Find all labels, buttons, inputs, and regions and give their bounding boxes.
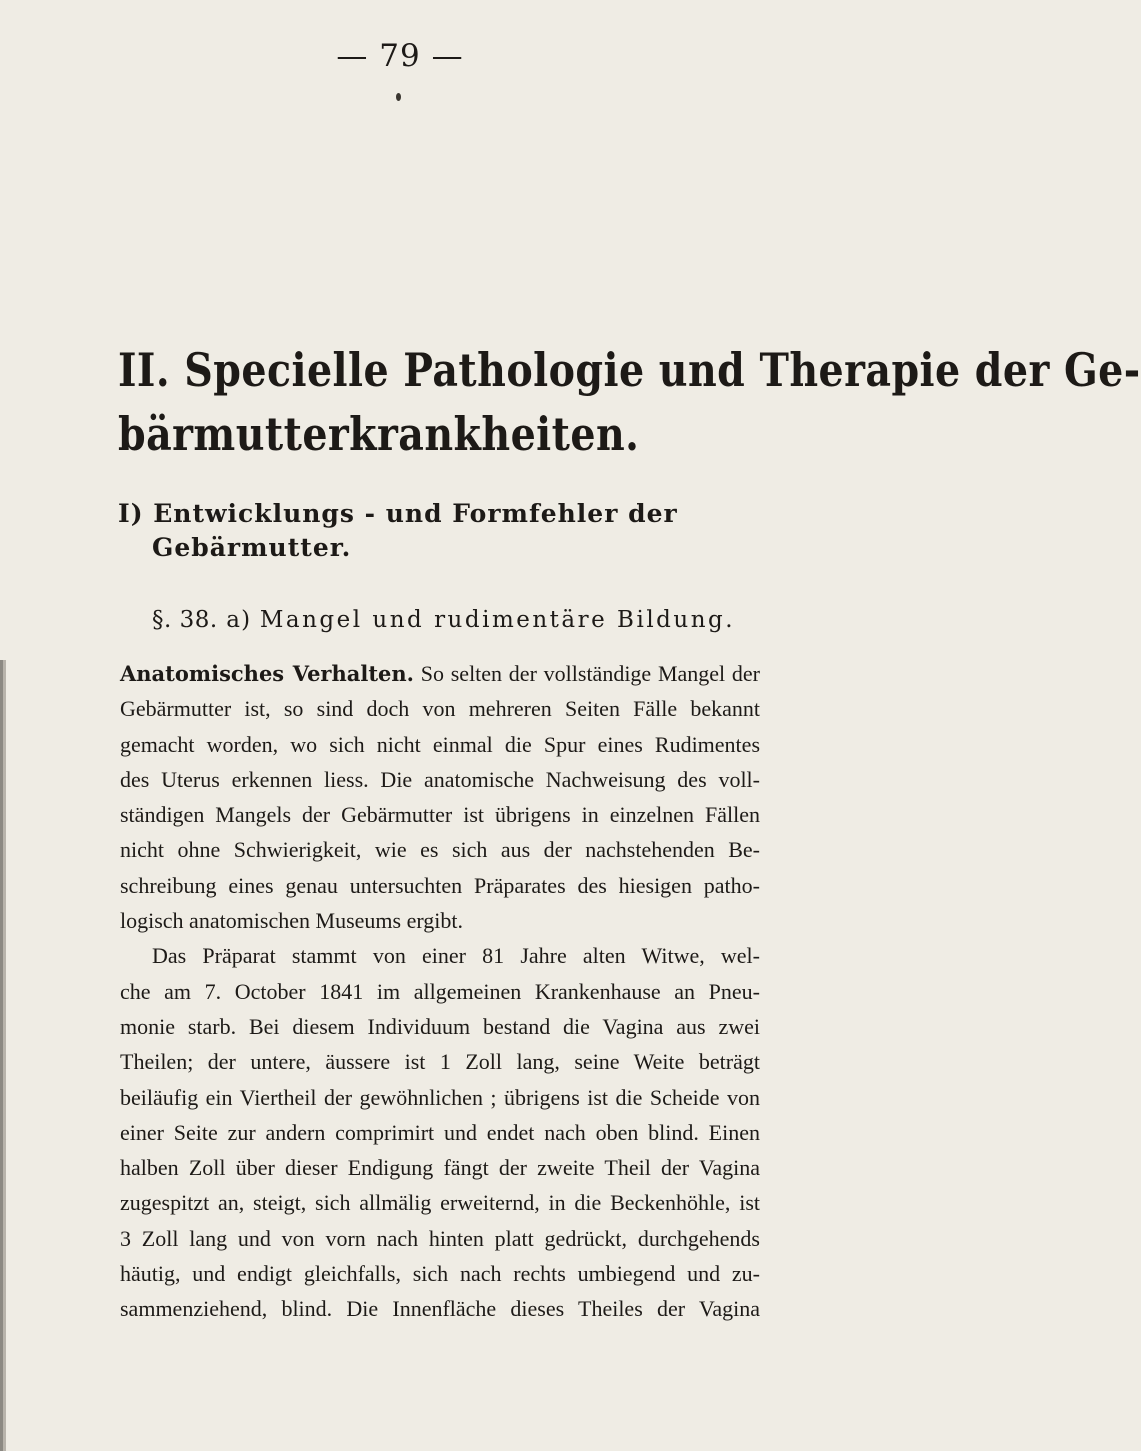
- paragraph-line: sammenziehend, blind. Die Innenfläche dieses Theiles der Vagina: [120, 1296, 760, 1322]
- paragraph-line: logisch anatomischen Museums ergibt.: [120, 908, 463, 934]
- paragraph-line: nicht ohne Schwierigkeit, wie es sich aus der nachstehenden Be-: [120, 837, 760, 863]
- paragraph-line: ständigen Mangels der Gebärmutter ist übrigens in einzelnen Fällen: [120, 802, 760, 828]
- paragraph-line: zugespitzt an, steigt, sich allmälig erweiternd, in die Beckenhöhle, ist: [120, 1190, 760, 1216]
- section-number: §. 38.: [152, 607, 218, 633]
- section-group-heading-line-1: I) Entwicklungs - und Formfehler der: [118, 499, 678, 528]
- chapter-heading-line-2: bärmutterkrankheiten.: [118, 407, 640, 461]
- paragraph-lead: Anatomisches Verhalten.: [120, 661, 414, 686]
- paragraph-line: schreibung eines genau untersuchten Präparates des hiesigen patho-: [120, 872, 760, 898]
- paragraph-line: beiläufig ein Viertheil der gewöhnlichen ; übrigens ist die Scheide von: [120, 1084, 760, 1110]
- paragraph-line: halben Zoll über dieser Endigung fängt der zweite Theil der Vagina: [120, 1155, 760, 1181]
- section-title-text: Mangel und rudimentäre Bildung.: [259, 607, 736, 633]
- paragraph-line: Gebärmutter ist, so sind doch von mehreren Seiten Fälle bekannt: [120, 696, 760, 722]
- section-group-heading-line-2: Gebärmutter.: [152, 533, 352, 562]
- chapter-heading-line-1: II. Specielle Pathologie und Therapie der Ge-: [118, 343, 1141, 397]
- paragraph-line: gemacht worden, wo sich nicht einmal die Spur eines Rudimentes: [120, 731, 760, 757]
- paragraph-line: Theilen; der untere, äussere ist 1 Zoll lang, seine Weite beträgt: [120, 1049, 760, 1075]
- page-edge-shadow: [0, 660, 10, 1451]
- chapter-heading: [118, 338, 1141, 466]
- paragraph-line: einer Seite zur andern comprimirt und endet nach oben blind. Einen: [120, 1119, 760, 1145]
- section-title: [152, 607, 735, 633]
- paragraph-line: des Uterus erkennen liess. Die anatomische Nachweisung des voll-: [120, 766, 760, 792]
- paragraph-line: che am 7. October 1841 im allgemeinen Krankenhause an Pneu-: [120, 978, 760, 1004]
- paragraph-line: Das Präparat stammt von einer 81 Jahre alten Witwe, wel-: [152, 943, 760, 969]
- body-text: [120, 656, 760, 1327]
- paragraph-line: 3 Zoll lang und von vorn nach hinten platt gedrückt, durchgehends: [120, 1225, 760, 1251]
- paragraph-line: häutig, und endigt gleichfalls, sich nach rechts umbiegend und zu-: [120, 1261, 760, 1287]
- paragraph-line: monie starb. Bei diesem Individuum bestand die Vagina aus zwei: [120, 1013, 760, 1039]
- ink-speck: [396, 93, 401, 101]
- section-group-heading: [118, 497, 798, 565]
- page-number: — 79 —: [336, 38, 464, 74]
- paragraph-line: Anatomisches Verhalten. So selten der vollständige Mangel der: [120, 661, 760, 686]
- section-letter: a): [226, 607, 252, 633]
